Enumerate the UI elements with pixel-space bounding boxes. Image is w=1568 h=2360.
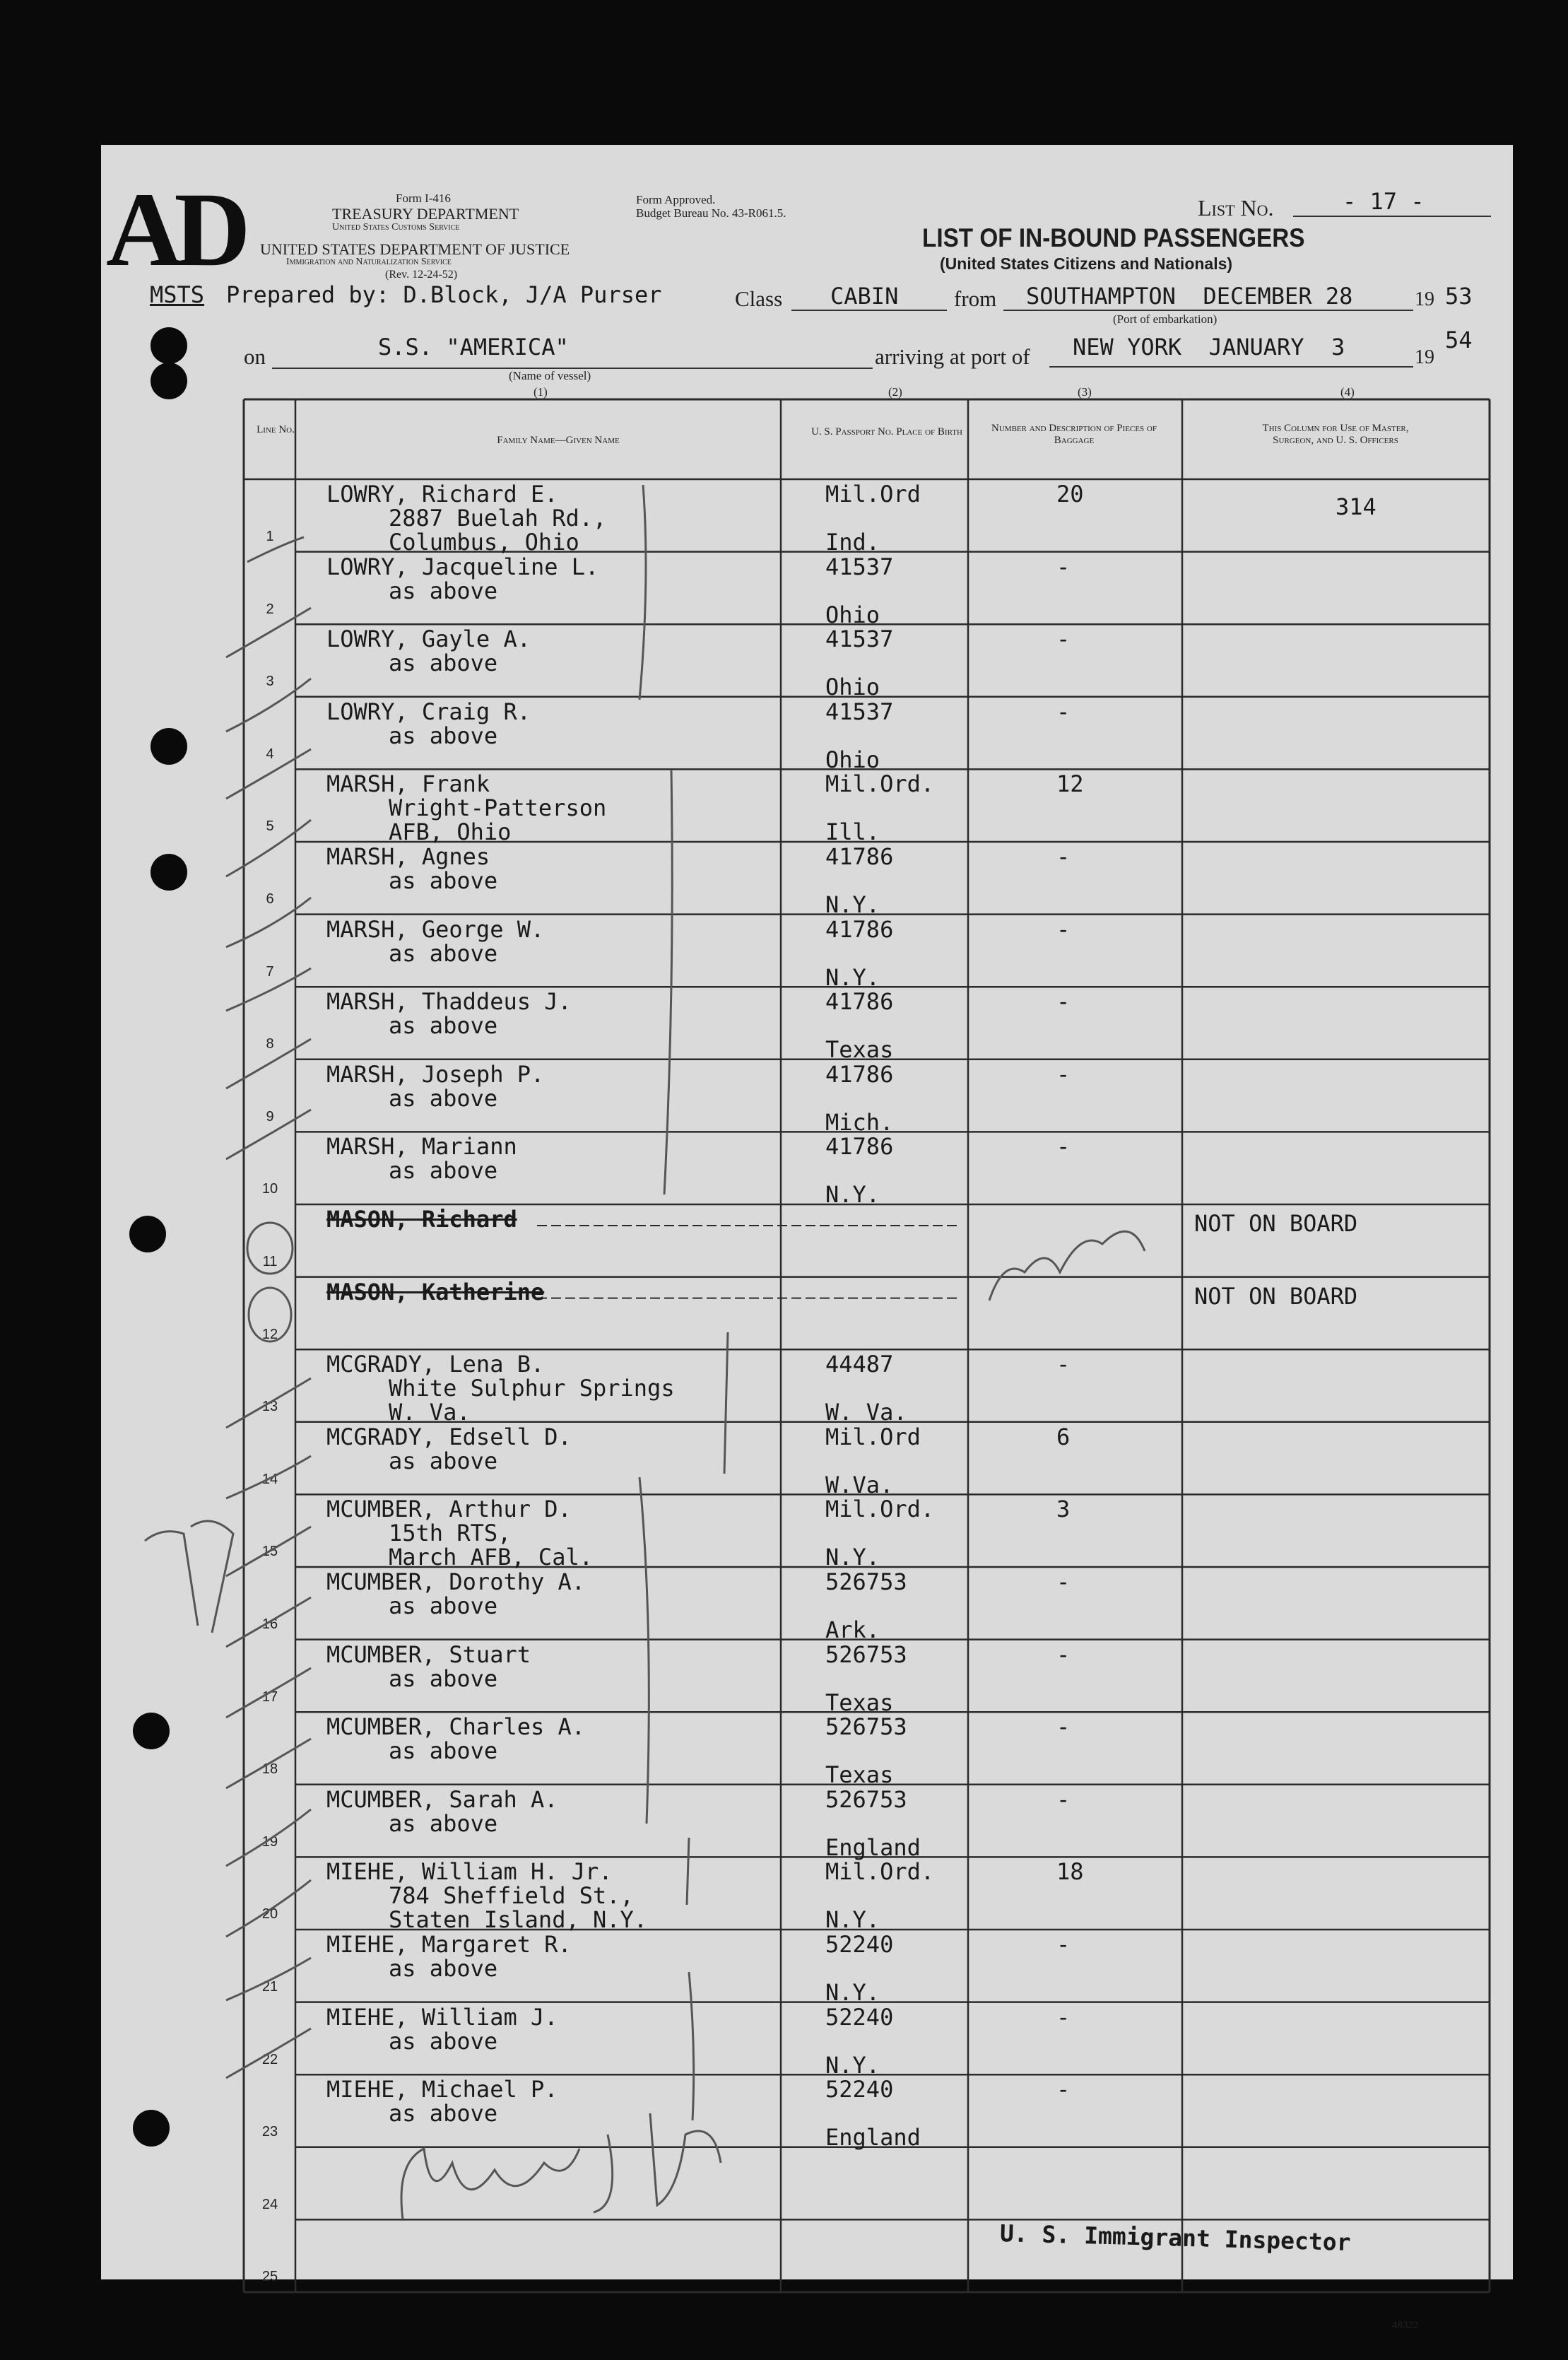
baggage-count: - bbox=[1056, 1060, 1071, 1088]
ins-label: Immigration and Naturalization Service bbox=[286, 257, 452, 267]
passenger-name: MCUMBER, Sarah A. bbox=[326, 1785, 558, 1813]
arrival-year-prefix: 19 bbox=[1415, 346, 1434, 368]
corner-mark: AD bbox=[106, 171, 242, 288]
passport-number: 41537 bbox=[825, 553, 894, 580]
line-number: 24 bbox=[261, 2196, 278, 2212]
budget-label: Budget Bureau No. 43-R061.5. bbox=[636, 206, 786, 220]
passport-number: Mil.Ord. bbox=[825, 770, 935, 798]
inspector-label: U. S. Immigrant Inspector bbox=[999, 2219, 1352, 2256]
passenger-name: MASON, Richard bbox=[326, 1206, 517, 1233]
passenger-address-1: as above bbox=[389, 1012, 498, 1040]
place-of-birth: N.Y. bbox=[825, 891, 880, 918]
place-of-birth: Texas bbox=[825, 1761, 894, 1789]
passport-number: 526753 bbox=[825, 1785, 907, 1813]
passenger-name: MASON, Katherine bbox=[326, 1278, 545, 1305]
place-of-birth: Ohio bbox=[825, 674, 880, 701]
passport-number: 526753 bbox=[825, 1640, 907, 1668]
col-header-passport: U. S. Passport No. Place of Birth bbox=[811, 426, 962, 438]
passenger-address-1: as above bbox=[389, 1955, 498, 1982]
treasury-label: TREASURY DEPARTMENT bbox=[332, 205, 519, 223]
arriving-label: arriving at port of bbox=[875, 344, 1030, 369]
line-number: 20 bbox=[261, 1906, 278, 1922]
col-header-officers: This Column for Use of Master, Surgeon, and U. S. Officers bbox=[1262, 423, 1409, 446]
passenger-address-1: as above bbox=[389, 2100, 498, 2127]
passenger-address-1: Wright-Patterson bbox=[389, 794, 607, 822]
baggage-count: - bbox=[1056, 1568, 1071, 1595]
passport-number: Mil.Ord. bbox=[825, 1496, 935, 1523]
line-number: 17 bbox=[261, 1689, 278, 1705]
passenger-address-1: as above bbox=[389, 1665, 498, 1692]
col-header-name: Family Name—Given Name bbox=[497, 435, 620, 446]
passenger-name: MARSH, Agnes bbox=[326, 843, 490, 870]
passenger-address-1: as above bbox=[389, 650, 498, 677]
place-of-birth: Ill. bbox=[825, 818, 880, 846]
passenger-name: MARSH, Thaddeus J. bbox=[326, 988, 572, 1016]
line-number: 9 bbox=[266, 1108, 274, 1125]
place-of-birth: W. Va. bbox=[825, 1399, 907, 1426]
passenger-address-2: AFB, Ohio bbox=[389, 818, 512, 846]
baggage-count: - bbox=[1056, 988, 1071, 1016]
vessel-caption: (Name of vessel) bbox=[509, 369, 591, 382]
passport-number: 44487 bbox=[825, 1351, 894, 1378]
passenger-name: MCUMBER, Dorothy A. bbox=[326, 1568, 586, 1595]
place-of-birth: Ohio bbox=[825, 601, 880, 628]
passenger-address-1: White Sulphur Springs bbox=[389, 1375, 675, 1402]
passenger-name: MCGRADY, Edsell D. bbox=[326, 1423, 572, 1450]
place-of-birth: Ind. bbox=[825, 529, 880, 556]
line-number: 5 bbox=[266, 818, 274, 835]
vessel-value: S.S. "AMERICA" bbox=[378, 334, 569, 360]
baggage-count: - bbox=[1056, 2076, 1071, 2103]
passenger-address-1: as above bbox=[389, 1737, 498, 1765]
passport-number: 41786 bbox=[825, 988, 894, 1016]
passenger-address-1: as above bbox=[389, 722, 498, 749]
list-no-label: List No. bbox=[1198, 195, 1274, 221]
line-number: 12 bbox=[261, 1326, 278, 1342]
list-title: LIST OF IN-BOUND PASSENGERS bbox=[922, 223, 1305, 252]
passport-number: 526753 bbox=[825, 1713, 907, 1741]
line-number: 10 bbox=[261, 1181, 278, 1197]
passport-number: 526753 bbox=[825, 1568, 907, 1595]
passenger-name: LOWRY, Jacqueline L. bbox=[326, 553, 599, 580]
baggage-count: - bbox=[1056, 626, 1071, 653]
passenger-address-1: as above bbox=[389, 1809, 498, 1837]
passenger-name: MCUMBER, Arthur D. bbox=[326, 1496, 572, 1523]
from-year-prefix: 19 bbox=[1415, 288, 1434, 310]
place-of-birth: Texas bbox=[825, 1689, 894, 1716]
baggage-count: - bbox=[1056, 1640, 1071, 1668]
line-number: 3 bbox=[266, 674, 274, 690]
passport-number: 52240 bbox=[825, 2003, 894, 2031]
officer-note: NOT ON BOARD bbox=[1194, 1282, 1358, 1310]
baggage-count: 20 bbox=[1056, 481, 1084, 507]
col-header-baggage: Number and Description of Pieces of Baggage bbox=[991, 423, 1157, 446]
baggage-count: - bbox=[1056, 1785, 1071, 1813]
baggage-count: - bbox=[1056, 915, 1071, 943]
line-number: 15 bbox=[261, 1544, 278, 1560]
on-label: on bbox=[244, 344, 266, 369]
passenger-address-1: as above bbox=[389, 1447, 498, 1474]
col-1-number: (1) bbox=[534, 385, 548, 399]
line-number: 19 bbox=[261, 1833, 278, 1850]
passenger-address-1: as above bbox=[389, 1084, 498, 1112]
passenger-address-1: 2887 Buelah Rd., bbox=[389, 505, 607, 532]
passenger-address-1: 15th RTS, bbox=[389, 1520, 512, 1547]
place-of-birth: N.Y. bbox=[825, 1979, 880, 2006]
arrival-year-suffix: 54 bbox=[1445, 327, 1473, 353]
baggage-count: - bbox=[1056, 1931, 1071, 1958]
customs-label: United States Customs Service bbox=[332, 222, 460, 233]
line-number: 18 bbox=[261, 1761, 278, 1778]
officer-note: NOT ON BOARD bbox=[1194, 1210, 1358, 1237]
line-number: 2 bbox=[266, 601, 274, 617]
place-of-birth: N.Y. bbox=[825, 1906, 880, 1934]
passport-number: 41537 bbox=[825, 698, 894, 725]
passport-number: 52240 bbox=[825, 1931, 894, 1958]
passport-number: 41786 bbox=[825, 1060, 894, 1088]
passenger-address-1: as above bbox=[389, 1592, 498, 1619]
list-no-value: - 17 - bbox=[1343, 188, 1425, 215]
col-4-number: (4) bbox=[1340, 385, 1355, 399]
line-number: 6 bbox=[266, 891, 274, 907]
msts-label: MSTS bbox=[150, 281, 205, 308]
passenger-name: MCGRADY, Lena B. bbox=[326, 1351, 545, 1378]
line-number: 16 bbox=[261, 1616, 278, 1632]
passport-number: 52240 bbox=[825, 2076, 894, 2103]
passenger-address-2: March AFB, Cal. bbox=[389, 1544, 593, 1571]
rev-label: (Rev. 12-24-52) bbox=[385, 269, 458, 281]
line-number: 1 bbox=[266, 529, 274, 544]
passenger-name: MIEHE, Michael P. bbox=[326, 2076, 558, 2103]
prepared-by: Prepared by: D.Block, J/A Purser bbox=[226, 281, 662, 308]
passenger-address-1: as above bbox=[389, 939, 498, 967]
passenger-name: LOWRY, Craig R. bbox=[326, 698, 531, 725]
baggage-count: - bbox=[1056, 1351, 1071, 1378]
passport-number: 41786 bbox=[825, 843, 894, 870]
place-of-birth: N.Y. bbox=[825, 1181, 880, 1209]
baggage-count: - bbox=[1056, 843, 1071, 870]
baggage-count: - bbox=[1056, 698, 1071, 725]
passenger-name: MIEHE, William H. Jr. bbox=[326, 1858, 613, 1886]
passenger-address-1: 784 Sheffield St., bbox=[389, 1882, 634, 1910]
officer-note: 314 bbox=[1336, 493, 1377, 520]
justice-label: UNITED STATES DEPARTMENT OF JUSTICE bbox=[260, 240, 570, 258]
form-code: 48322 bbox=[1392, 2320, 1419, 2331]
passenger-address-2: W. Va. bbox=[389, 1399, 471, 1426]
form-number: Form I-416 bbox=[396, 192, 451, 205]
place-of-birth: England bbox=[825, 2124, 921, 2151]
class-label: Class bbox=[735, 286, 783, 311]
passenger-name: MARSH, George W. bbox=[326, 915, 545, 943]
place-of-birth: N.Y. bbox=[825, 1544, 880, 1571]
class-value: CABIN bbox=[830, 283, 899, 310]
place-of-birth: Ohio bbox=[825, 746, 880, 773]
place-of-birth: N.Y. bbox=[825, 963, 880, 991]
passenger-address-1: as above bbox=[389, 867, 498, 894]
col-2-number: (2) bbox=[888, 385, 902, 399]
from-value: SOUTHAMPTON DECEMBER 28 bbox=[1026, 283, 1353, 310]
baggage-count: - bbox=[1056, 553, 1071, 580]
baggage-count: 3 bbox=[1056, 1496, 1071, 1523]
line-number: 23 bbox=[261, 2124, 278, 2140]
baggage-count: - bbox=[1056, 1133, 1071, 1161]
baggage-count: 12 bbox=[1056, 770, 1084, 798]
passport-number: Mil.Ord bbox=[825, 1423, 921, 1450]
place-of-birth: England bbox=[825, 1833, 921, 1861]
form-approved: Form Approved. bbox=[636, 193, 716, 206]
line-number: 4 bbox=[266, 746, 274, 762]
line-number: 7 bbox=[266, 963, 274, 980]
passenger-address-1: as above bbox=[389, 2027, 498, 2055]
passport-number: Mil.Ord bbox=[825, 481, 921, 507]
passenger-name: LOWRY, Gayle A. bbox=[326, 626, 531, 653]
from-year-suffix: 53 bbox=[1445, 283, 1473, 310]
line-number: 14 bbox=[261, 1471, 278, 1487]
passport-number: 41537 bbox=[825, 626, 894, 653]
arrival-value: NEW YORK JANUARY 3 bbox=[1073, 334, 1345, 360]
passenger-name: MCUMBER, Stuart bbox=[326, 1640, 531, 1668]
passenger-name: MCUMBER, Charles A. bbox=[326, 1713, 586, 1741]
passport-number: 41786 bbox=[825, 915, 894, 943]
from-label: from bbox=[954, 286, 997, 311]
passenger-name: MARSH, Frank bbox=[326, 770, 490, 798]
baggage-count: 6 bbox=[1056, 1423, 1071, 1450]
baggage-count: 18 bbox=[1056, 1858, 1084, 1886]
baggage-count: - bbox=[1056, 1713, 1071, 1741]
passport-number: 41786 bbox=[825, 1133, 894, 1161]
embark-caption: (Port of embarkation) bbox=[1113, 312, 1218, 326]
baggage-count: - bbox=[1056, 2003, 1071, 2031]
line-number: 13 bbox=[261, 1399, 278, 1415]
place-of-birth: Texas bbox=[825, 1036, 894, 1064]
passport-number: Mil.Ord. bbox=[825, 1858, 935, 1886]
passenger-name: MIEHE, Margaret R. bbox=[326, 1931, 572, 1958]
list-subtitle: (United States Citizens and Nationals) bbox=[940, 254, 1233, 273]
passenger-address-2: Columbus, Ohio bbox=[389, 529, 579, 556]
col-header-line-no: Line No. bbox=[257, 424, 295, 435]
passenger-address-1: as above bbox=[389, 577, 498, 604]
passenger-name: MARSH, Joseph P. bbox=[326, 1060, 545, 1088]
line-number: 25 bbox=[261, 2269, 278, 2285]
col-3-number: (3) bbox=[1078, 385, 1092, 399]
line-number: 21 bbox=[261, 1979, 278, 1995]
line-number: 22 bbox=[261, 2051, 278, 2067]
line-number: 8 bbox=[266, 1036, 274, 1052]
passenger-name: MARSH, Mariann bbox=[326, 1133, 517, 1161]
passenger-address-2: Staten Island, N.Y. bbox=[389, 1906, 648, 1934]
line-number: 11 bbox=[262, 1254, 278, 1269]
passenger-address-1: as above bbox=[389, 1157, 498, 1185]
place-of-birth: W.Va. bbox=[825, 1471, 894, 1498]
place-of-birth: Mich. bbox=[825, 1108, 894, 1136]
place-of-birth: Ark. bbox=[825, 1616, 880, 1643]
passenger-name: MIEHE, William J. bbox=[326, 2003, 558, 2031]
place-of-birth: N.Y. bbox=[825, 2051, 880, 2079]
passenger-name: LOWRY, Richard E. bbox=[326, 481, 558, 507]
